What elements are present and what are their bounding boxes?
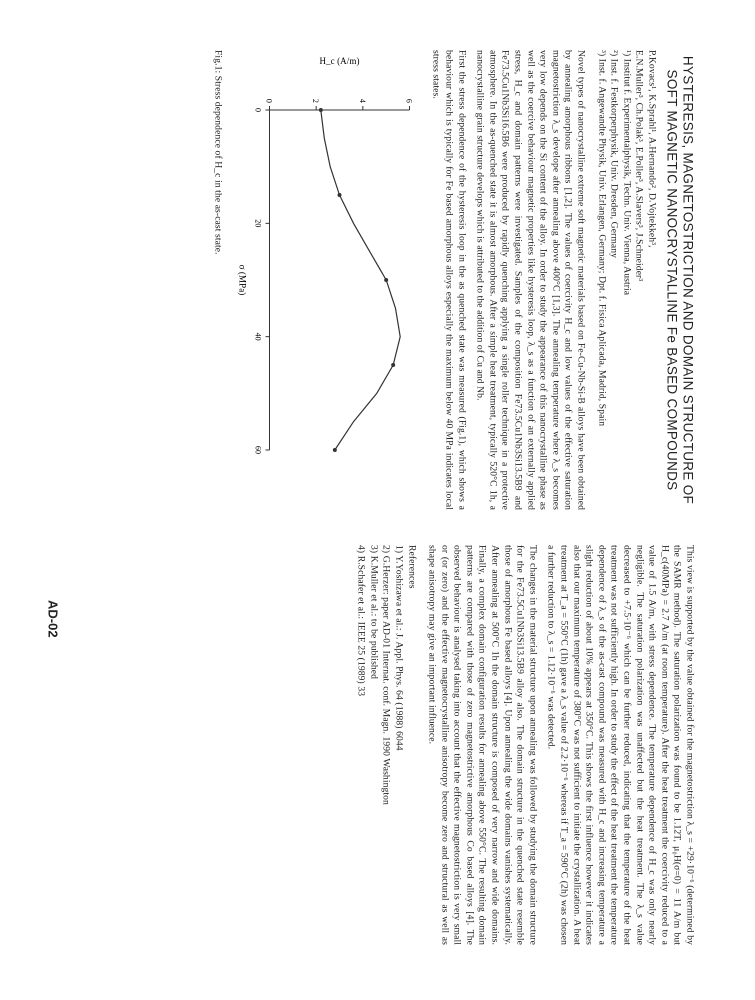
references-list [354,545,404,945]
data-point [384,278,388,282]
authors-line-1: P.Kovacs¹, K.Sprahl¹, A.Hernando², D.Vojtekkeh³, [646,50,657,248]
data-point [337,193,341,197]
reference-4: 4) R.Schafer et al.: IEEE 25 (1989) 33 [355,545,367,697]
page-identifier: AD-02 [45,600,60,638]
y-tick-label: 0 [263,98,273,103]
reference-2: 2) G.Herzer: paper AD-01 Internat. conf. Magn. 1990 Washington [380,545,392,805]
data-point [391,363,395,367]
x-tick-label: 0 [252,107,262,113]
reference-1: 1) Y.Yoshizawa et al.: J. Appl. Phys. 64 (1988) 6044 [392,545,404,751]
left-column [209,50,695,510]
stress-dependence-chart [229,50,419,510]
data-point [332,448,336,452]
x-tick-label: 60 [252,445,262,455]
figure-caption: Fig.1: Stress dependence of H_c in the as-cast state. [211,50,223,255]
y-axis-label: H_c (A/m) [318,56,359,66]
references-heading: References [405,545,417,589]
reference-3: 3) K.Muller et al.: to be published [367,545,379,680]
figure-1 [209,50,419,510]
right-paragraph-1: This view is supported by the value obtained for the magnetostriction λ_s = +29·10⁻⁶ (determined by the SAMR method). The saturation polarization was found to be 1.12T, μ₀H(σ=0) = 11 A/m but H_c(40MPa) = 2.7 A/m (at room temperature). After the heat treatment the coercivity reduced to a value of 1.5 A/m, with stress dependence. The temperature dependence of H_c was only nearly negligible. The saturation polarization was unaffected but the heat treatment. The λ_s value decreased to +7.5·10⁻⁶ which can be further reduced, indicating that the temperature of the heat treatment was not sufficiently high. In order to study the effect of the heat treatment the temperature dependence of λ_s of the as-cast compound was measured with H_c and increasing temperature a slight reduction of about 10% appears at 350°C. This shows the first influence however it indicates also that our maximum temperature of 380°C was not sufficient to initiate the crystallization. A heat treatment at T_a = 550°C (1h) gave a λ_s value of 2.2·10⁻⁶ whereas if T_a = 590°C (2h) was chosen a further reduction to λ_s = 1.12·10⁻⁶ was detected. [545,545,695,945]
y-tick-label: 2 [310,98,320,103]
affiliation-2: ²) Inst. f. Festkorperphysik, Univ. Dresden, Germany [608,50,620,259]
right-paragraph-2: The changes in the material structure upon annealing was followed by studying the domain structure for the Fe73.5Cu1Nb3Si13.5B9 alloy also. The domain structure in the quenched state resemble those of amorphous Fe based alloys [4]. Upon annealing the wide domains vanishes systematically. After annealing at 500°C 1h the domain structure is composed of very narrow and wide domains. Finally, a complex domain configuration results for annealing above 550°C. The resulting domain patterns are compared with those of zero magnetostrictive amorphous Co based alloys [4]. The observed behaviour is analysed taking into account that the effective magnetostriction is very small or (or zero) and the effective magnetocrystalline anisotropy become zero and structural as well as shape anisotropy may give an important influence. [426,545,538,945]
affiliation-3: ³) Inst. f. Angewandte Physik, Univ. Erlangen, Germany; Dpt. f. Fisica Aplicada, Madrid, Spain [595,50,607,427]
left-paragraph-1: Novel types of nanocrystalline extreme soft magnetic materials based on Fe-Cu-Nb-Si-B alloys have been obtained by annealing amorphous ribbons [1,2]. The values of coercivity H_c and low values of the effective saturation magnetostriction λ_s develope after annealing above 400°C [1,3]. The annealing temperature where λ_s becomes very low depends on the Si content of the alloy. In order to study the appearance of this nanocrystalline phase as well as the coercive behaviour magnetic properties like hysteresis loop, λ_s as a function of an externally applied stress, H_c and domain patterns were investigated. Samples of the composition Fe73.5Cu1Nb3Si13.5B9 and Fe73.5Cu1Nb3Si16.5B6 were produced by rapidly quenching applying a single roller technique in a protective atmosphere. In the as-quenched state it is almost amorphous. After a simple heat treatment, typically 520°C 1h, a nanocrystalline grain structure develops which is attributed to the addition of Cu and Nb. [474,50,587,510]
x-tick-label: 40 [252,332,262,341]
x-axis-label: σ (MPa) [236,264,247,296]
affiliations [594,50,632,510]
paper-title: HYSTERESIS, MAGNETOSTRICTION AND DOMAIN STRUCTURE OF SOFT MAGNETIC NANOCRYSTALLINE Fe BASED COMPOUNDS [664,55,695,505]
left-paragraph-2: First the stress dependence of the hysteresis loop in the as quenched state was measured (Fig.1), which shows a behaviour which is typically for Fe based amorphous alloys especially the maximum below 40 MPa indicates local stress states. [430,50,467,510]
data-point [318,108,322,112]
y-tick-label: 4 [357,98,367,103]
x-tick-label: 20 [252,219,262,228]
right-column [354,545,695,945]
y-tick-label: 6 [403,98,413,103]
authors-line-2: E.N.Muller³, Ch.Polak³, E.Poller³, A.Slavers³, J.Schneider³ [633,50,645,282]
affiliation-1: ¹) Institut f. Experimentalphysik, Techn. Univ. Vienna, Austria [620,50,632,296]
